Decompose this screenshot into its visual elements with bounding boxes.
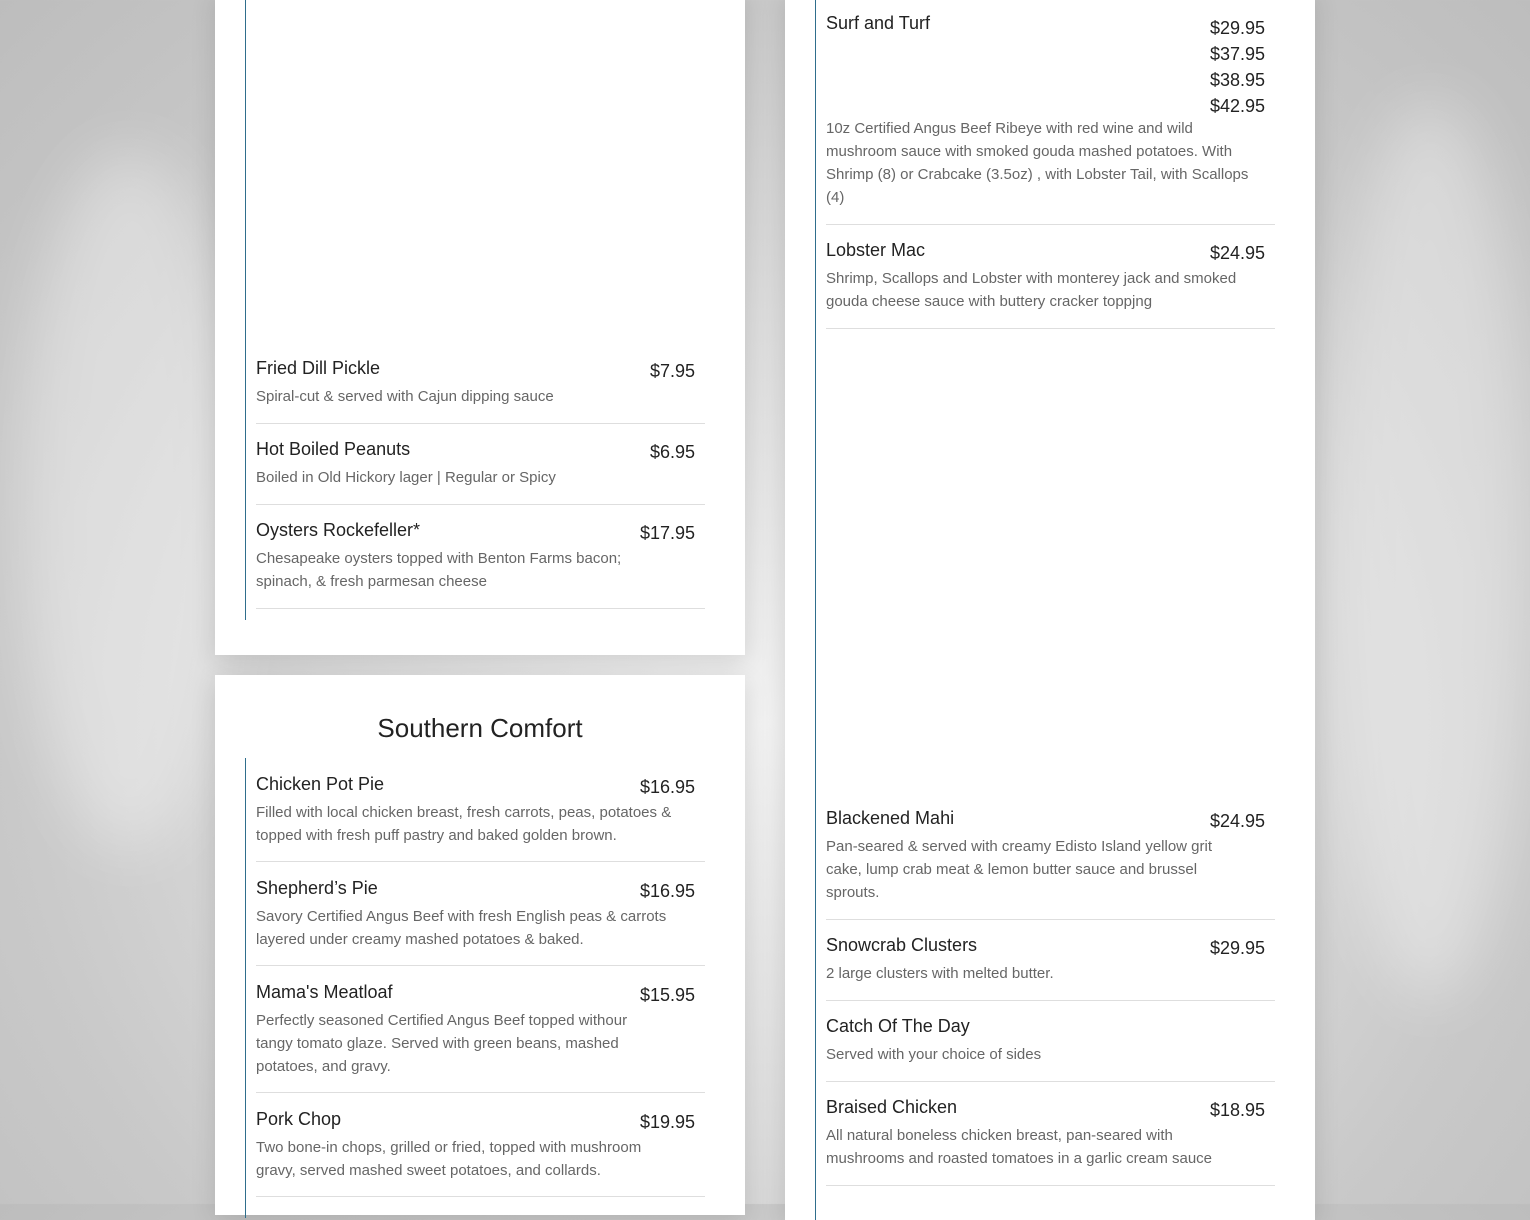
item-divider <box>256 965 705 966</box>
menu-item-description: Filled with local chicken breast, fresh carrots, peas, potatoes & topped with fresh puff pastry and baked golden brown. <box>256 804 672 844</box>
menu-item <box>256 519 705 624</box>
menu-item-name: Surf and Turf <box>826 13 931 33</box>
background-blur <box>1330 100 1530 1000</box>
menu-item-description: 10z Certified Angus Beef Ribeye with red wine and wild mushroom sauce with smoked gouda mashed potatoes. With Shrimp (8) or Crabcake (3.5oz) , with Lobster Tail, with Scallops (4) <box>826 120 1249 206</box>
item-divider <box>826 328 1275 329</box>
item-divider <box>256 861 705 862</box>
menu-item-name: Braised Chicken <box>826 1097 958 1117</box>
item-divider <box>826 1185 1275 1186</box>
menu-item-description: Served with your choice of sides <box>826 1046 1042 1063</box>
item-divider <box>256 504 705 505</box>
menu-item-price: $7.95 <box>649 361 695 381</box>
item-divider <box>256 1092 705 1093</box>
menu-item-description: All natural boneless chicken breast, pan-seared with mushrooms and roasted tomatoes in a garlic cream sauce <box>826 1127 1213 1167</box>
menu-item-price: $17.95 <box>639 523 695 543</box>
menu-item-description: Shrimp, Scallops and Lobster with monterey jack and smoked gouda cheese sauce with buttery cracker toppjng <box>826 270 1237 310</box>
menu-item-price: $42.95 <box>1209 96 1265 116</box>
menu-item-name: Catch Of The Day <box>826 1016 970 1036</box>
item-divider <box>826 1000 1275 1001</box>
menu-item-price: $16.95 <box>639 777 695 797</box>
background-blur <box>20 150 240 850</box>
section-rail <box>245 0 246 620</box>
item-divider <box>256 423 705 424</box>
menu-item-price: $19.95 <box>639 1112 695 1132</box>
item-divider <box>256 1196 705 1197</box>
menu-card-appetizers <box>215 0 745 655</box>
item-divider <box>826 224 1275 225</box>
menu-item-price: $24.95 <box>1209 811 1265 831</box>
menu-card-entrees <box>785 0 1315 1220</box>
menu-item-description: Savory Certified Angus Beef with fresh English peas & carrots layered under creamy mashed potatoes & baked. <box>256 908 667 948</box>
menu-item-price: $29.95 <box>1209 18 1265 38</box>
menu-item-description: Boiled in Old Hickory lager | Regular or Spicy <box>256 469 556 486</box>
menu-item <box>256 438 705 520</box>
section-rail <box>815 0 816 1220</box>
menu-item-name: Fried Dill Pickle <box>256 358 381 378</box>
menu-item-name: Lobster Mac <box>826 240 926 260</box>
menu-item-price: $18.95 <box>1209 1100 1265 1120</box>
menu-item-price: $24.95 <box>1209 243 1265 263</box>
menu-item-name: Shepherd’s Pie <box>256 878 378 898</box>
menu-item-name: Mama's Meatloaf <box>256 982 393 1002</box>
menu-item-price: $16.95 <box>639 881 695 901</box>
menu-item-price: $37.95 <box>1209 44 1265 64</box>
menu-card-southern-comfort <box>215 675 745 1215</box>
menu-item-description: Chesapeake oysters topped with Benton Farms bacon; spinach, & fresh parmesan cheese <box>256 550 622 590</box>
menu-item-price: $15.95 <box>639 985 695 1005</box>
section-rail <box>245 758 246 1218</box>
menu-item-price: $29.95 <box>1209 938 1265 958</box>
menu-item-description: Spiral-cut & served with Cajun dipping sauce <box>256 388 554 405</box>
menu-item-name: Blackened Mahi <box>826 808 955 828</box>
menu-item-description: Pan-seared & served with creamy Edisto Island yellow grit cake, lump crab meat & lemon butter sauce and brussel sprouts. <box>826 838 1213 901</box>
menu-item-name: Oysters Rockefeller* <box>256 520 421 540</box>
menu-item-name: Pork Chop <box>256 1109 342 1129</box>
item-divider <box>826 1081 1275 1082</box>
menu-item-description: Perfectly seasoned Certified Angus Beef topped withour tangy tomato glaze. Served with green beans, mashed potatoes, and gravy. <box>256 1012 628 1075</box>
menu-item-name: Hot Boiled Peanuts <box>256 439 411 459</box>
menu-item-name: Snowcrab Clusters <box>826 935 978 955</box>
menu-item-name: Chicken Pot Pie <box>256 774 385 794</box>
menu-item-price: $38.95 <box>1209 70 1265 90</box>
section-title: Southern Comfort <box>377 713 583 743</box>
item-divider <box>826 919 1275 920</box>
item-divider <box>256 608 705 609</box>
menu-item-price: $6.95 <box>649 442 695 462</box>
menu-item-price-list <box>1210 15 1265 119</box>
menu-item-description: 2 large clusters with melted butter. <box>826 965 1054 982</box>
menu-item <box>256 357 705 439</box>
menu-item-description: Two bone-in chops, grilled or fried, topped with mushroom gravy, served mashed sweet potatoes, and collards. <box>256 1139 642 1179</box>
